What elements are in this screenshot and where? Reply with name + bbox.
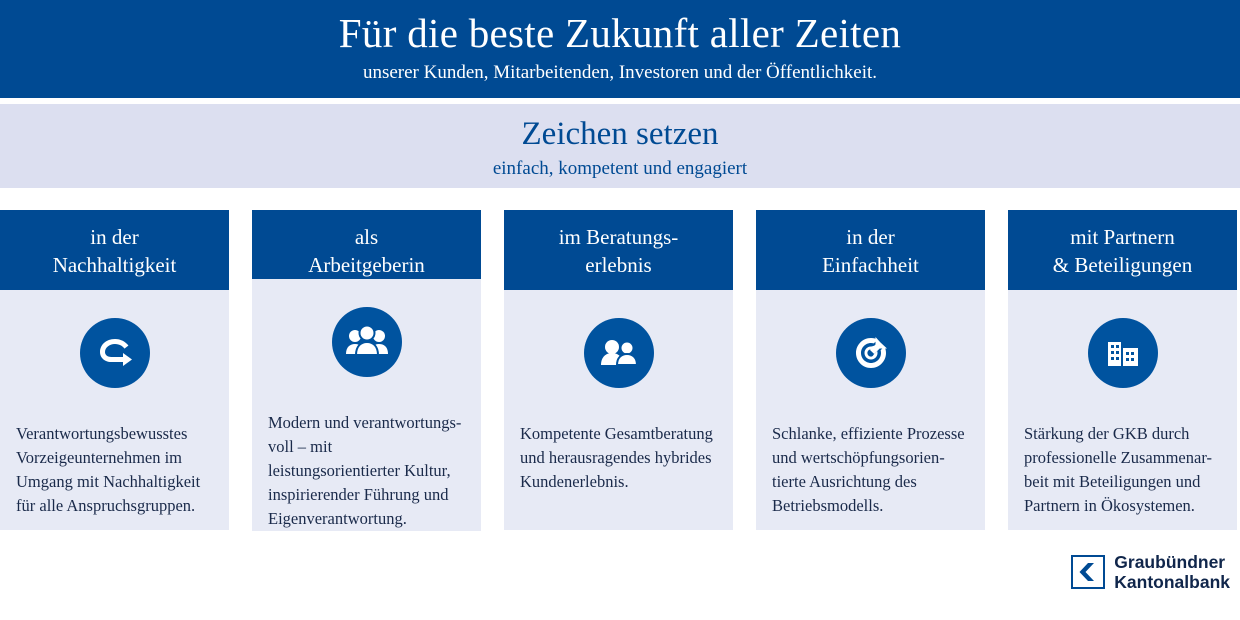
band-title: Zeichen setzen xyxy=(521,116,719,152)
pillar-icon-wrap xyxy=(520,290,717,388)
pillar-column-partner xyxy=(1008,210,1237,530)
pillar-columns xyxy=(0,210,1240,530)
pillar-body xyxy=(0,290,229,530)
pillar-text: Schlanke, effiziente Prozesse und wertschöpfungsorien-tierte Ausrichtung des Betriebsmodells. xyxy=(772,424,965,515)
pillar-icon-wrap xyxy=(16,290,213,388)
pillar-heading xyxy=(0,210,229,290)
pillar-heading xyxy=(756,210,985,290)
target-arrow-icon xyxy=(836,318,906,388)
pillar-body xyxy=(252,279,481,531)
banner-subtitle: unserer Kunden, Mitarbeitenden, Investoren und der Öffentlichkeit. xyxy=(362,62,878,83)
gkb-logo-text xyxy=(1114,552,1230,592)
pillar-text: Verantwortungsbewusstes Vorzeigeunternehmen im Umgang mit Nachhaltigkeit für alle Anspruchsgruppen. xyxy=(16,424,201,515)
pillar-heading-line2: & Beteiligungen xyxy=(1052,253,1193,277)
pillar-body xyxy=(1008,290,1237,530)
two-persons-icon xyxy=(584,318,654,388)
pillar-heading-line1: als xyxy=(354,225,379,249)
pillar-heading xyxy=(504,210,733,290)
gkb-logo-line2: Kantonalbank xyxy=(1114,572,1230,592)
pillar-heading-line1: im Beratungs- xyxy=(558,225,679,249)
pillar-heading xyxy=(1008,210,1237,290)
top-banner xyxy=(0,0,1240,98)
pillar-heading-line1: mit Partnern xyxy=(1070,225,1175,249)
pillar-heading-line2: Nachhaltigkeit xyxy=(52,253,177,277)
pillar-body xyxy=(756,290,985,530)
pillar-heading-line2: Einfachheit xyxy=(822,253,919,277)
pillar-icon-wrap xyxy=(1024,290,1221,388)
pillar-column-arbeitgeberin xyxy=(252,210,481,530)
pillar-icon-wrap xyxy=(268,279,465,377)
people-group-icon xyxy=(332,307,402,377)
gkb-logo xyxy=(1071,552,1230,592)
banner-title: Für die beste Zukunft aller Zeiten xyxy=(338,10,902,56)
pillar-icon-wrap xyxy=(772,290,969,388)
pillar-body xyxy=(504,290,733,530)
pillar-text: Stärkung der GKB durch professionelle Zusammenar-beit mit Beteiligungen und Partnern in Ökosystemen. xyxy=(1024,424,1212,515)
pillar-heading-line1: in der xyxy=(846,225,895,249)
pillar-heading-line2: Arbeitgeberin xyxy=(308,253,425,277)
pillar-text: Modern und verantwortungs-voll – mit leistungsorientierter Kultur, inspirierender Führung und Eigenverantwortung. xyxy=(268,413,462,528)
pillar-text: Kompetente Gesamtberatung und herausragendes hybrides Kundenerlebnis. xyxy=(520,424,713,491)
factory-building-icon xyxy=(1088,318,1158,388)
recycle-arrow-icon xyxy=(80,318,150,388)
secondary-band xyxy=(0,104,1240,188)
pillar-heading-line1: in der xyxy=(90,225,139,249)
pillar-column-einfachheit xyxy=(756,210,985,530)
pillar-heading-line2: erlebnis xyxy=(585,253,652,277)
band-subtitle: einfach, kompetent und engagiert xyxy=(492,158,748,179)
gkb-logo-line1: Graubündner xyxy=(1114,552,1226,572)
pillar-column-nachhaltigkeit xyxy=(0,210,229,530)
pillar-column-beratungserlebnis xyxy=(504,210,733,530)
pillar-heading xyxy=(252,210,481,279)
gkb-chevron-icon xyxy=(1071,555,1105,589)
